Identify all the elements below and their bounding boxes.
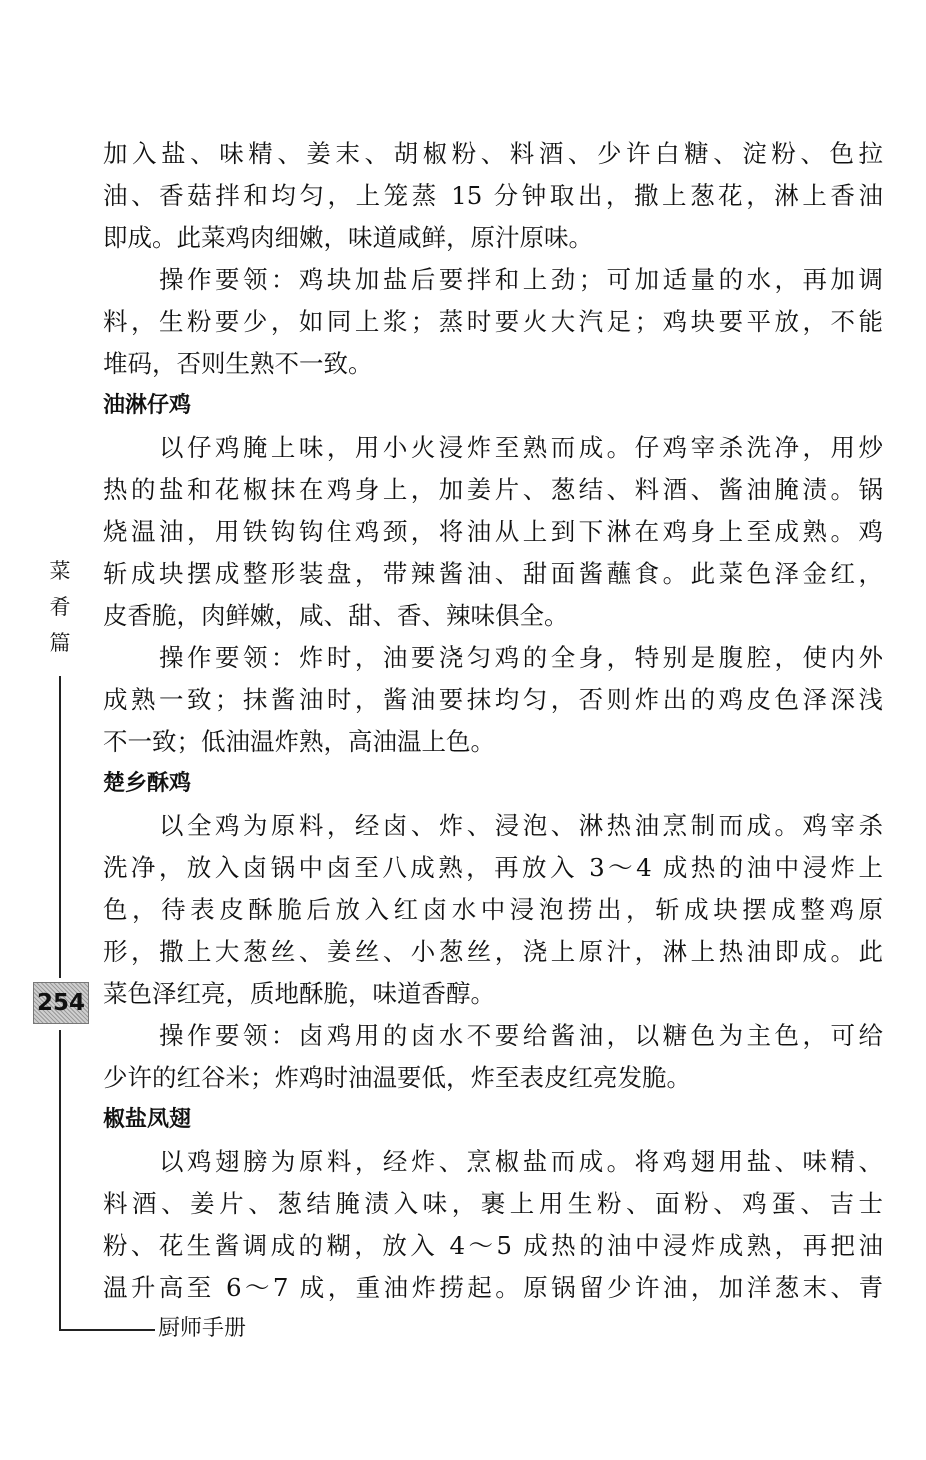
body-line: 加入盐、味精、姜末、胡椒粉、料酒、少许白糖、淀粉、色拉 <box>103 139 883 168</box>
body-line: 皮香脆，肉鲜嫩，咸、甜、香、辣味俱全。 <box>103 601 569 630</box>
body-line: 以仔鸡腌上味，用小火浸炸至熟而成。仔鸡宰杀洗净，用炒 <box>159 433 883 462</box>
body-line: 操作要领：卤鸡用的卤水不要给酱油，以糖色为主色，可给 <box>159 1021 883 1050</box>
body-line: 斩成块摆成整形装盘，带辣酱油、甜面酱蘸食。此菜色泽金红， <box>103 559 883 588</box>
body-line: 料酒、姜片、葱结腌渍入味，裹上用生粉、面粉、鸡蛋、吉士 <box>103 1189 883 1218</box>
body-line: 粉、花生酱调成的糊，放入 4～5 成热的油中浸炸成熟，再把油 <box>103 1231 883 1260</box>
body-line: 操作要领：炸时，油要浇匀鸡的全身，特别是腹腔，使内外 <box>159 643 883 672</box>
footer-rule <box>59 1329 155 1331</box>
book-title: 厨师手册 <box>158 1316 247 1341</box>
body-line: 以鸡翅膀为原料，经炸、烹椒盐而成。将鸡翅用盐、味精、 <box>159 1147 883 1176</box>
page-number: 254 <box>33 982 89 1024</box>
margin-rule-upper <box>59 676 61 978</box>
body-line: 形，撒上大葱丝、姜丝、小葱丝，浇上原汁，淋上热油即成。此 <box>103 937 883 966</box>
body-line: 温升高至 6～7 成，重油炸捞起。原锅留少许油，加洋葱末、青 <box>103 1273 883 1302</box>
chapter-side-label <box>46 553 74 661</box>
body-line: 色，待表皮酥脆后放入红卤水中浸泡捞出，斩成块摆成整鸡原 <box>103 895 883 924</box>
side-label-char: 篇 <box>49 631 71 655</box>
body-line: 热的盐和花椒抹在鸡身上，加姜片、葱结、料酒、酱油腌渍。锅 <box>103 475 883 504</box>
page-body <box>103 133 883 1309</box>
side-label-char: 肴 <box>49 595 71 619</box>
body-line: 以全鸡为原料，经卤、炸、浸泡、淋热油烹制而成。鸡宰杀 <box>159 811 883 840</box>
body-line: 即成。此菜鸡肉细嫩，味道咸鲜，原汁原味。 <box>103 223 593 252</box>
body-line: 操作要领：鸡块加盐后要拌和上劲；可加适量的水，再加调 <box>159 265 883 294</box>
body-line: 堆码，否则生熟不一致。 <box>103 349 373 378</box>
body-line: 不一致；低油温炸熟，高油温上色。 <box>103 727 495 756</box>
margin-rule-lower <box>59 1030 61 1330</box>
section-heading: 椒盐凤翅 <box>103 1107 192 1132</box>
section-heading: 油淋仔鸡 <box>103 393 192 418</box>
body-line: 洗净，放入卤锅中卤至八成熟，再放入 3～4 成热的油中浸炸上 <box>103 853 883 882</box>
section-heading: 楚乡酥鸡 <box>103 771 192 796</box>
body-line: 料，生粉要少，如同上浆；蒸时要火大汽足；鸡块要平放，不能 <box>103 307 883 336</box>
body-line: 油、香菇拌和均匀，上笼蒸 15 分钟取出，撒上葱花，淋上香油 <box>103 181 883 210</box>
body-line: 少许的红谷米；炸鸡时油温要低，炸至表皮红亮发脆。 <box>103 1063 691 1092</box>
body-line: 成熟一致；抹酱油时，酱油要抹均匀，否则炸出的鸡皮色泽深浅 <box>103 685 883 714</box>
body-line: 菜色泽红亮，质地酥脆，味道香醇。 <box>103 979 495 1008</box>
body-line: 烧温油，用铁钩钩住鸡颈，将油从上到下淋在鸡身上至成熟。鸡 <box>103 517 883 546</box>
side-label-char: 菜 <box>49 559 71 583</box>
